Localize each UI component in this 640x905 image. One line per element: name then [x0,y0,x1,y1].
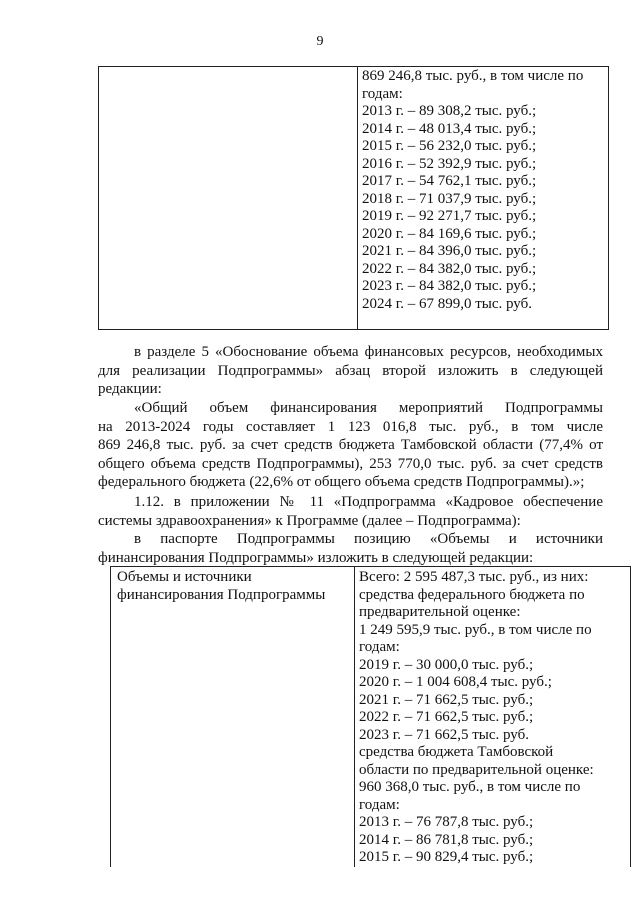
table-line: годам: [359,796,400,813]
table-line: 2015 г. – 56 232,0 тыс. руб.; [362,138,537,154]
table-line: 2013 г. – 76 787,8 тыс. руб.; [359,814,534,830]
paragraph-appendix-11 [98,493,603,530]
paragraph-line: общего объема средств Подпрограммы), 253 770,0 тыс. руб. за счет средств [98,455,603,472]
paragraph-line: финансирования Подпрограммы» изложить в следующей редакции: [98,549,534,566]
table-line: 2018 г. – 71 037,9 тыс. руб.; [362,190,537,207]
table-line: годам: [359,639,400,655]
table-column-divider [357,67,358,329]
table-line: области по предварительной оценке: [359,761,594,778]
paragraph-section5 [98,343,603,399]
table-line: 2014 г. – 48 013,4 тыс. руб.; [362,120,537,137]
table-line: 2020 г. – 84 169,6 тыс. руб.; [362,225,537,242]
table-cell-funding-values [362,68,606,313]
passport-funding-table [110,566,631,867]
table-line: 2023 г. – 84 382,0 тыс. руб.; [362,278,537,294]
paragraph-line: 869 246,8 тыс. руб. за счет средств бюджета Тамбовской области (77,4% от [98,437,603,453]
table-line: годам: [362,85,403,102]
paragraph-line: 1.12. в приложении № 11 «Подпрограмма «Кадровое обеспечение [134,494,603,510]
table-line: 2022 г. – 84 382,0 тыс. руб.; [362,260,537,277]
table-line: 2020 г. – 1 004 608,4 тыс. руб.; [359,674,552,690]
table-cell-funding-values [359,569,629,867]
table-line: 960 368,0 тыс. руб., в том числе по [359,779,581,795]
table-line: 2015 г. – 90 829,4 тыс. руб.; [359,849,534,865]
funding-table-continued [98,66,609,330]
table-line: 2021 г. – 71 662,5 тыс. руб.; [359,691,534,708]
paragraph-line: системы здравоохранения» к Программе (далее – Подпрограмма): [98,512,521,529]
table-line: предварительной оценке: [359,604,521,620]
table-line: 2013 г. – 89 308,2 тыс. руб.; [362,103,537,119]
paragraph-total-volume [98,399,603,492]
table-line: 2021 г. – 84 396,0 тыс. руб.; [362,243,537,259]
paragraph-line: на 2013-2024 годы составляет 1 123 016,8 тыс. руб., в том числе [98,418,603,435]
table-line: 2017 г. – 54 762,1 тыс. руб.; [362,173,537,189]
table-line: средства бюджета Тамбовской [359,744,554,760]
table-line: 2024 г. – 67 899,0 тыс. руб. [362,295,532,312]
table-column-divider [354,567,355,867]
table-line: 2019 г. – 30 000,0 тыс. руб.; [359,656,534,673]
table-line: 869 246,8 тыс. руб., в том числе по [362,68,584,84]
page-number: 9 [316,34,324,49]
table-line: 2022 г. – 71 662,5 тыс. руб.; [359,709,534,725]
table-cell-funding-label [117,569,352,604]
paragraph-passport [98,530,603,567]
table-line: 2023 г. – 71 662,5 тыс. руб. [359,726,529,743]
paragraph-line: федерального бюджета (22,6% от общего объема средств Подпрограммы).»; [98,474,585,490]
paragraph-line: «Общий объем финансирования мероприятий Подпрограммы [134,400,603,416]
table-line: 2014 г. – 86 781,8 тыс. руб.; [359,831,534,848]
table-line: 1 249 595,9 тыс. руб., в том числе по [359,621,592,638]
table-line: Объемы и источники [117,569,252,585]
paragraph-line: в паспорте Подпрограммы позицию «Объемы и источники [134,531,603,547]
paragraph-line: в разделе 5 «Обоснование объема финансовых ресурсов, необходимых [134,344,603,360]
table-line: средства федерального бюджета по [359,586,585,603]
table-line: Всего: 2 595 487,3 тыс. руб., из них: [359,569,589,585]
table-line: финансирования Подпрограммы [117,586,326,603]
table-line: 2016 г. – 52 392,9 тыс. руб.; [362,155,537,172]
paragraph-line: редакции: [98,381,162,397]
paragraph-line: для реализации Подпрограммы» абзац второй изложить в следующей [98,362,603,379]
table-line: 2019 г. – 92 271,7 тыс. руб.; [362,208,537,224]
